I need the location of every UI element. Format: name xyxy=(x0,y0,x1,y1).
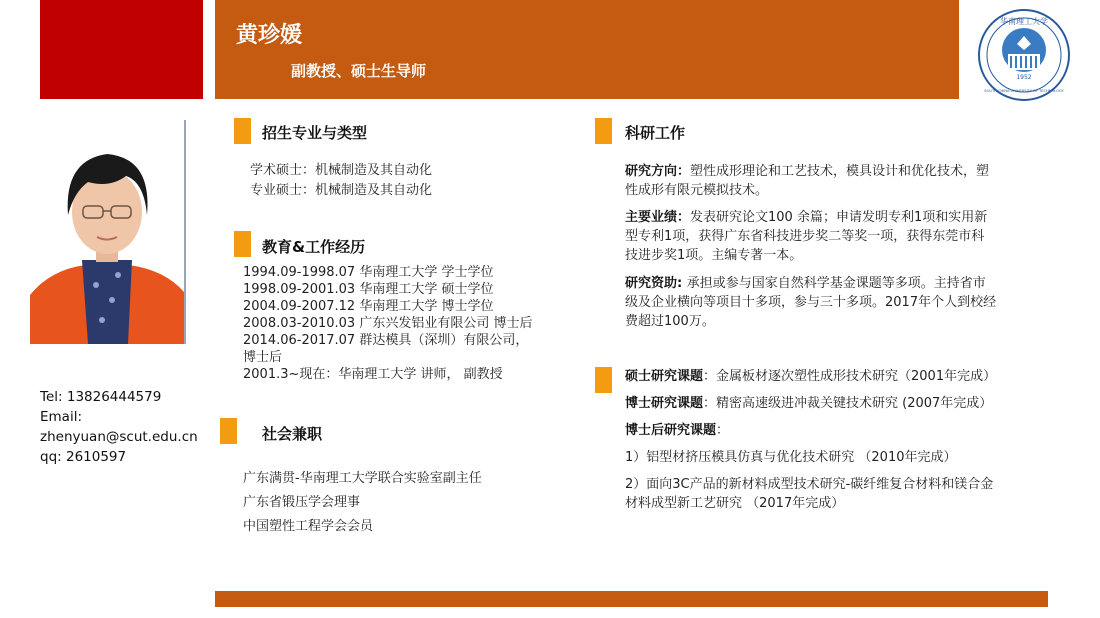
portrait-photo xyxy=(30,120,186,344)
contact-tel: Tel: 13826444579 xyxy=(40,389,162,405)
logo-text-cn: 华南理工大学 xyxy=(1000,17,1048,26)
social-list xyxy=(243,467,482,539)
postdoc-item: 材料成型新工艺研究 （2017年完成） xyxy=(625,496,845,511)
research-funding xyxy=(625,274,996,331)
education-line: 2001.3~现在：华南理工大学 讲师， 副教授 xyxy=(243,367,503,382)
education-title: 教育&工作经历 xyxy=(262,238,366,256)
section-marker xyxy=(234,118,251,144)
university-logo-icon xyxy=(977,8,1071,102)
section-marker xyxy=(595,118,612,144)
funding-text: 承担或参与国家自然科学基金课题等多项。主持省市 xyxy=(686,276,986,291)
postdoc-project-text: ： xyxy=(716,423,730,438)
section-marker xyxy=(220,418,237,444)
master-project-text: ：金属板材逐次塑性成形技术研究（2001年完成） xyxy=(703,369,997,384)
contact-info xyxy=(40,387,198,467)
projects xyxy=(625,367,996,513)
funding-text: 级及企业横向等项目十多项，参与三十多项。2017年个人到校经 xyxy=(625,295,997,310)
research-direction xyxy=(625,162,989,200)
research-title: 科研工作 xyxy=(625,124,686,142)
section-marker xyxy=(595,367,612,393)
education-line: 1994.09-1998.07 华南理工大学 学士学位 xyxy=(243,265,494,280)
direction-text: 塑性成形理论和工艺技术，模具设计和优化技术，塑 xyxy=(690,164,990,179)
person-title: 副教授、硕士生导师 xyxy=(291,62,427,80)
research-achievements xyxy=(625,208,987,265)
contact-qq: qq: 2610597 xyxy=(40,449,127,465)
postdoc-item: 2）面向3C产品的新材料成型技术研究-碳纤维复合材料和镁合金 xyxy=(625,477,994,492)
education-line: 2008.03-2010.03 广东兴发铝业有限公司 博士后 xyxy=(243,316,533,331)
education-line: 2014.06-2017.07 群达模具（深圳）有限公司， xyxy=(243,333,529,348)
contact-email[interactable]: zhenyuan@scut.edu.cn xyxy=(40,429,198,445)
admission-list xyxy=(250,162,432,199)
funding-label: 研究资助: xyxy=(625,276,687,291)
admission-title: 招生专业与类型 xyxy=(262,124,368,142)
logo-text-en: SOUTH CHINA UNIVERSITY OF TECHNOLOGY xyxy=(984,89,1064,93)
social-line: 广东省锻压学会理事 xyxy=(243,495,361,510)
education-line: 1998.09-2001.03 华南理工大学 硕士学位 xyxy=(243,282,494,297)
social-title: 社会兼职 xyxy=(262,425,323,443)
postdoc-item: 1）铝型材挤压模具仿真与优化技术研究 （2010年完成） xyxy=(625,450,957,465)
education-list xyxy=(243,264,532,383)
section-marker xyxy=(234,231,251,257)
postdoc-project-label: 博士后研究课题 xyxy=(625,423,717,438)
contact-email-label: Email: xyxy=(40,409,83,425)
education-line: 博士后 xyxy=(243,350,283,365)
phd-project-text: ：精密高速级进冲裁关键技术研究 (2007年完成） xyxy=(703,396,993,411)
red-block xyxy=(40,0,203,99)
phd-project-label: 博士研究课题 xyxy=(625,396,704,411)
person-name: 黄珍媛 xyxy=(236,23,303,48)
header-bar xyxy=(215,0,959,99)
achievements-text: 型专利1项，获得广东省科技进步奖二等奖一项，获得东莞市科 xyxy=(625,229,985,244)
funding-text: 费超过100万。 xyxy=(625,314,715,329)
logo-year: 1952 xyxy=(1016,74,1032,81)
achievements-label: 主要业绩： xyxy=(625,210,691,225)
social-line: 中国塑性工程学会会员 xyxy=(243,519,374,534)
admission-line: 专业硕士：机械制造及其自动化 xyxy=(250,183,433,198)
admission-line: 学术硕士：机械制造及其自动化 xyxy=(250,163,433,178)
direction-text: 性成形有限元模拟技术。 xyxy=(625,183,769,198)
achievements-text: 技进步奖1项。主编专著一本。 xyxy=(625,248,803,263)
education-line: 2004.09-2007.12 华南理工大学 博士学位 xyxy=(243,299,494,314)
footer-bar xyxy=(215,591,1048,607)
achievements-text: 发表研究论文100 余篇；申请发明专利1项和实用新 xyxy=(690,210,988,225)
master-project-label: 硕士研究课题 xyxy=(625,369,704,384)
social-line: 广东满贯-华南理工大学联合实验室副主任 xyxy=(243,471,482,486)
direction-label: 研究方向： xyxy=(625,164,691,179)
